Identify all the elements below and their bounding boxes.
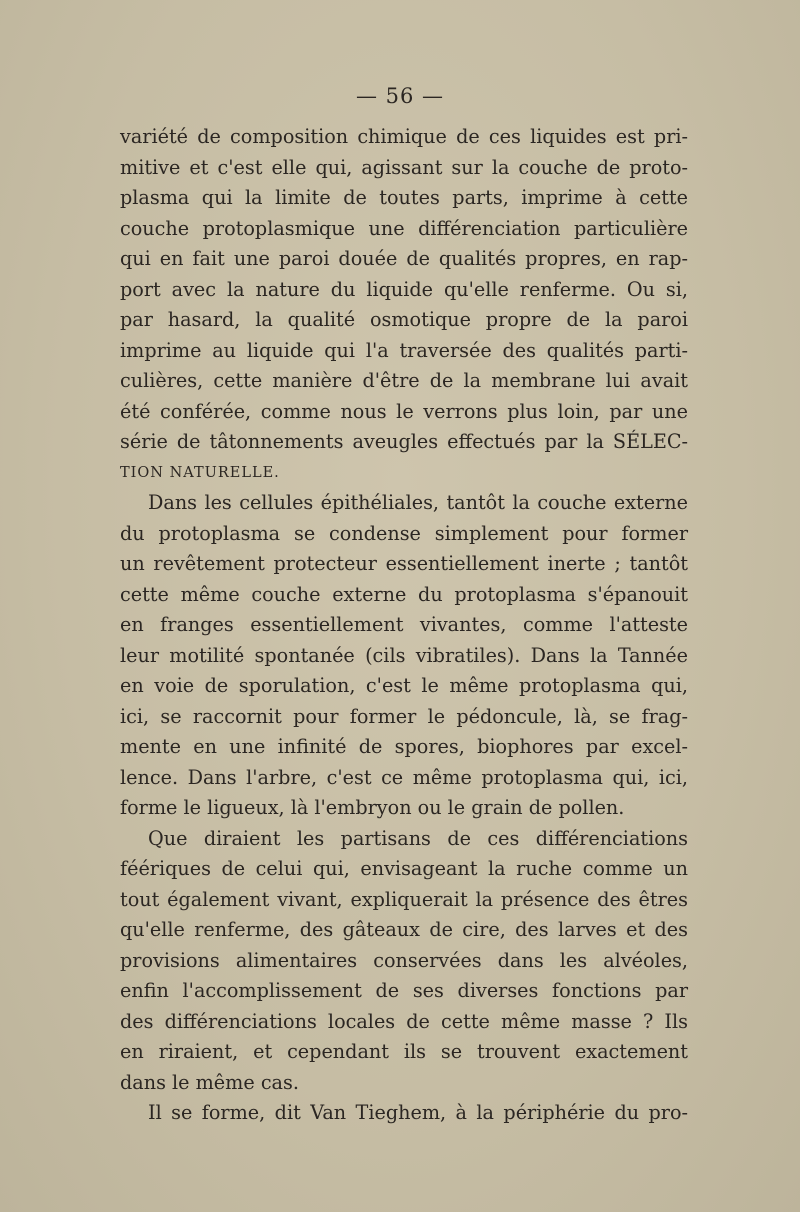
text-line: imprime au liquide qui l'a traversée des qualités parti- [120, 338, 688, 362]
text-line: été conférée, comme nous le verrons plus loin, par une [120, 399, 688, 423]
text-line: du protoplasma se condense simplement pour former [120, 521, 688, 545]
text-line: culières, cette manière d'être de la membrane lui avait [120, 369, 688, 392]
paragraph-3 [120, 824, 688, 1099]
text-line: en voie de sporulation, c'est le même protoplasma qui, [120, 674, 688, 697]
text-line: des différenciations locales de cette même masse ? Ils [120, 1009, 688, 1033]
text-line: dans le même cas. [120, 1070, 299, 1094]
text-line: féériques de celui qui, envisageant la ruche comme un [120, 857, 688, 880]
text-line: forme le ligueux, là l'embryon ou le grain de pollen. [120, 796, 625, 819]
text-line: Dans les cellules épithéliales, tantôt la couche externe [148, 491, 688, 514]
paragraph-1 [120, 122, 688, 488]
text-line: un revêtement protecteur essentiellement inerte ; tantôt [120, 552, 688, 575]
text-line: qu'elle renferme, des gâteaux de cire, des larves et des [120, 918, 688, 941]
text-line: port avec la nature du liquide qu'elle renferme. Ou si, [120, 277, 688, 301]
text-line: mente en une infinité de spores, biophores par excel- [120, 735, 688, 758]
text-line: par hasard, la qualité osmotique propre de la paroi [120, 308, 688, 331]
text-line: Que diraient les partisans de ces différenciations [148, 826, 688, 850]
text-line: variété de composition chimique de ces liquides est pri- [120, 125, 688, 148]
text-line: ici, se raccornit pour former le pédoncule, là, se frag- [120, 704, 688, 728]
text-line: provisions alimentaires conservées dans les alvéoles, [120, 948, 688, 972]
text-line: enfin l'accomplissement de ses diverses fonctions par [120, 979, 688, 1002]
text-line: qui en fait une paroi douée de qualités propres, en rap- [120, 247, 688, 270]
paragraph-4 [120, 1098, 688, 1129]
text-line: plasma qui la limite de toutes parts, imprime à cette [120, 186, 688, 209]
text-line: mitive et c'est elle qui, agissant sur la couche de proto- [120, 155, 688, 179]
text-line: en franges essentiellement vivantes, comme l'atteste [120, 613, 688, 636]
body-text [120, 122, 688, 1129]
text-line: tout également vivant, expliquerait la présence des êtres [120, 887, 688, 911]
text-line: Il se forme, dit Van Tieghem, à la périphérie du pro- [148, 1101, 688, 1124]
text-line: couche protoplasmique une différenciation particulière [120, 216, 688, 240]
text-line: TION NATURELLE. [120, 464, 280, 481]
text-line: en riraient, et cependant ils se trouvent exactement [120, 1040, 688, 1063]
text-line: lence. Dans l'arbre, c'est ce même protoplasma qui, ici, [120, 765, 688, 789]
paragraph-2 [120, 488, 688, 824]
text-line: série de tâtonnements aveugles effectués par la SÉLEC- [120, 430, 688, 453]
text-line: cette même couche externe du protoplasma s'épanouit [120, 582, 688, 606]
text-line: leur motilité spontanée (cils vibratiles). Dans la Tannée [120, 643, 688, 667]
page-number: — 56 — [355, 84, 445, 108]
